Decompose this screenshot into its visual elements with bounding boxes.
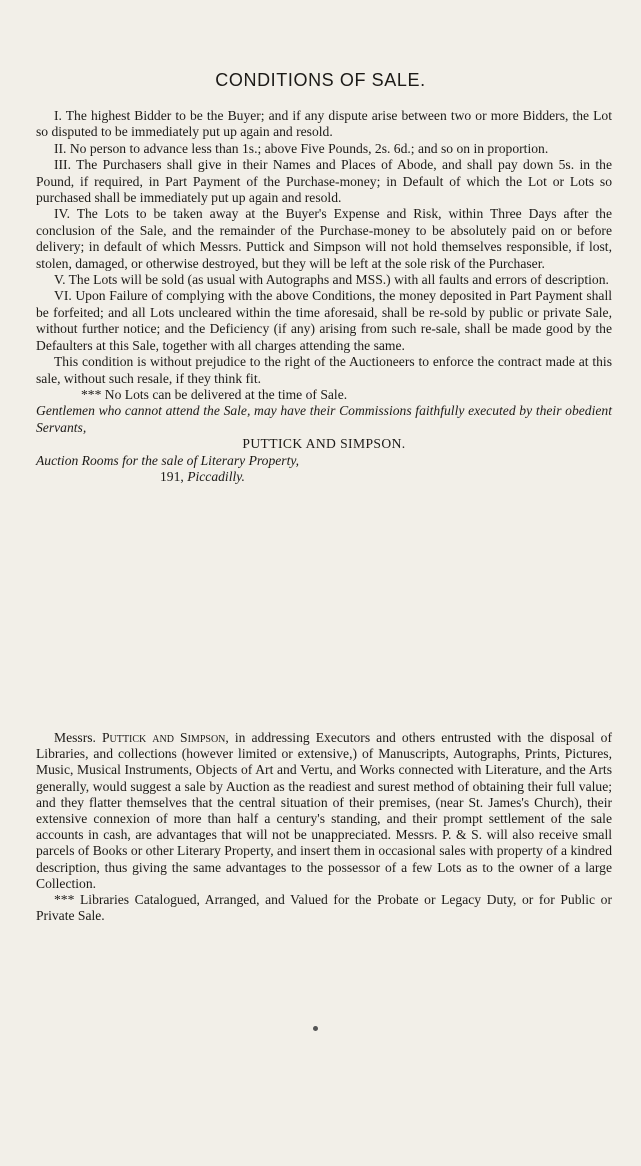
commissions-note: Gentlemen who cannot attend the Sale, may have their Commissions faithfully executed by their obedient Servants, (36, 403, 612, 435)
address-line (36, 469, 612, 485)
condition-5: V. The Lots will be sold (as usual with Autographs and MSS.) with all faults and errors of description. (54, 272, 609, 288)
conditions-section (36, 108, 612, 485)
services-lead: Messrs. (54, 730, 102, 745)
rooms-line: Auction Rooms for the sale of Literary Property, (36, 452, 300, 468)
ink-dot (313, 1026, 318, 1031)
firm-name: PUTTICK AND SIMPSON. (242, 436, 406, 452)
services-paragraph (36, 730, 612, 892)
condition-3: III. The Purchasers shall give in their Names and Places of Abode, and shall pay down 5s. in the Pound, if required, in Part Payment of the Purchase-money; in Default of which the Lot or Lots so purchased shall be immediately put up again and resold. (36, 157, 612, 206)
condition-2: II. No person to advance less than 1s.; above Five Pounds, 2s. 6d.; and so on in proportion. (54, 140, 549, 156)
condition-4: IV. The Lots to be taken away at the Buyer's Expense and Risk, within Three Days after the conclusion of the Sale, and the remainder of the Purchase-money to be absolutely paid on or before delivery; in default of which Messrs. Puttick and Simpson will not hold themselves responsible, if lost, stolen, damaged, or otherwise destroyed, but they will be left at the sole risk of the Purchaser. (36, 206, 612, 271)
services-section (36, 730, 612, 924)
address-number: 191, (160, 468, 188, 484)
services-firm: Puttick and Simpson (102, 730, 226, 745)
condition-6: VI. Upon Failure of complying with the above Conditions, the money deposited in Part Payment shall be forfeited; and all Lots uncleared within the time aforesaid, shall be re-sold by public or private Sale, without further notice; and the Deficiency (if any) arising from such re-sale, shall be made good by the Defaulters at this Sale, together with all charges attending the same. (36, 288, 612, 353)
delivery-note: *** No Lots can be delivered at the time of Sale. (81, 386, 348, 402)
services-body: , in addressing Executors and others entrusted with the disposal of Libraries, and collections (however limited or extensive,) of Manuscripts, Autographs, Prints, Pictures, Music, Musical Instruments, Objects of Art and Vertu, and Works connected with Literature, and the Arts generally, would suggest a sale by Auction as the readiest and surest method of obtaining their full value; and they flatter themselves that the central situation of their premises, (near St. James's Church), their extensive connexion of more than half a century's standing, and their prompt settlement of the sale accounts in cash, are advantages that will not be unappreciated. Messrs. P. & S. will also receive small parcels of Books or other Literary Property, and insert them in occasional sales with property of a kindred description, thus giving the same advantages to the possessor of a few Lots as to the owner of a large Collection. (36, 730, 612, 891)
valuation-note: *** Libraries Catalogued, Arranged, and Valued for the Probate or Legacy Duty, or for Public or Private Sale. (36, 892, 612, 924)
page-title: CONDITIONS OF SALE. (215, 70, 426, 90)
condition-1: I. The highest Bidder to be the Buyer; and if any dispute arise between two or more Bidders, the Lot so disputed to be immediately put up again and resold. (36, 108, 612, 140)
condition-proviso: This condition is without prejudice to the right of the Auctioneers to enforce the contract made at this sale, without such resale, if they think fit. (36, 354, 612, 386)
address-street: Piccadilly. (187, 468, 245, 484)
